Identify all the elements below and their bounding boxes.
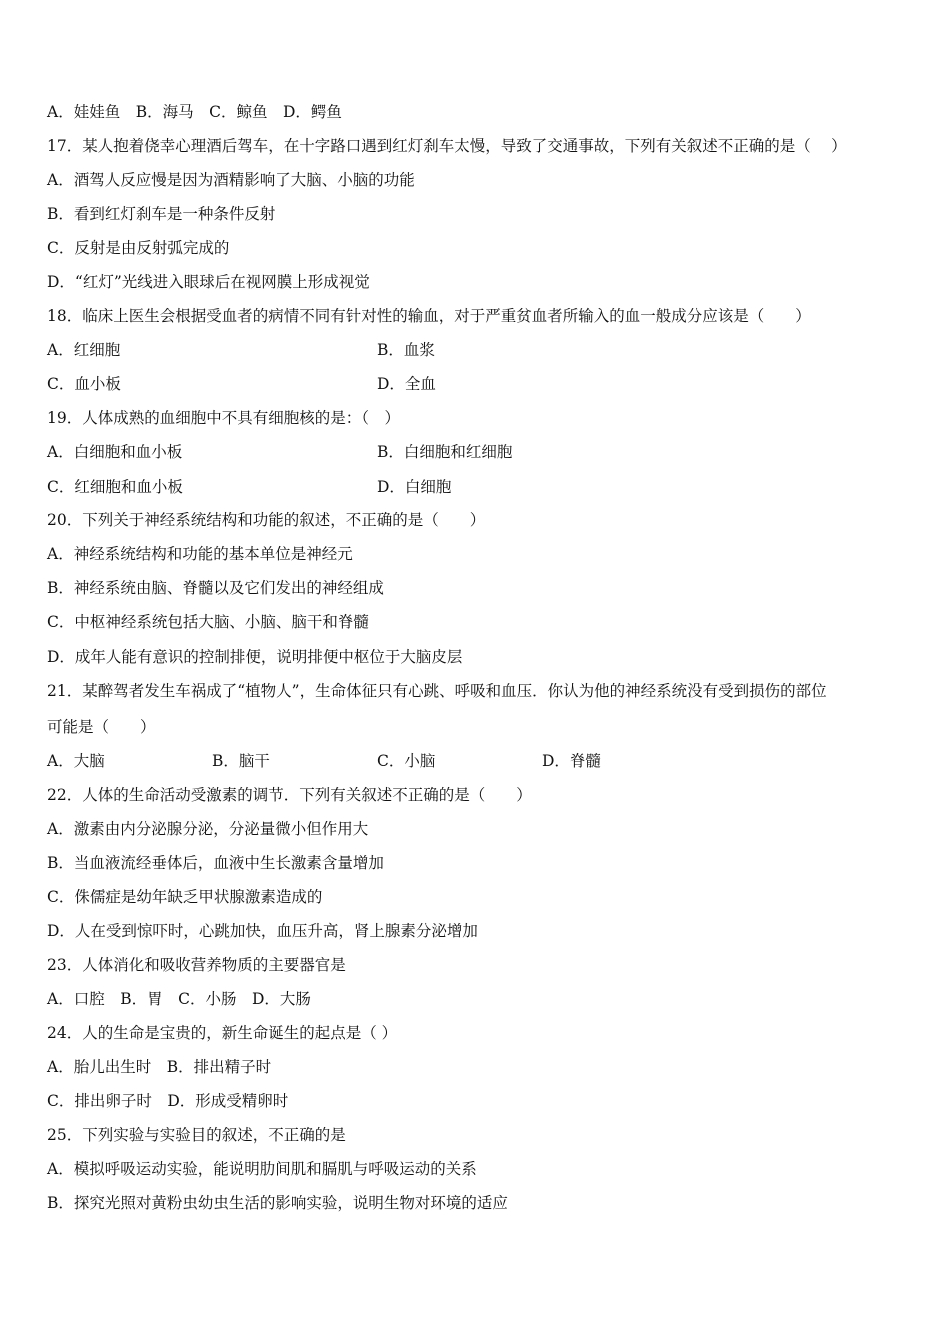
- q18-option-b: B．血浆: [377, 341, 435, 359]
- q19-option-c: C．红细胞和血小板: [47, 478, 183, 496]
- q20-option-c: C．中枢神经系统包括大脑、小脑、脑干和脊髓: [47, 613, 369, 631]
- q25-stem: 25．下列实验与实验目的叙述，不正确的是: [47, 1126, 346, 1144]
- q20-stem: 20．下列关于神经系统结构和功能的叙述，不正确的是（ ）: [47, 511, 486, 529]
- q19-option-d: D．白细胞: [377, 478, 452, 496]
- q16-options: A．娃娃鱼 B．海马 C．鲸鱼 D．鳄鱼: [47, 103, 342, 121]
- q21-option-b: B．脑干: [212, 752, 270, 770]
- q22-option-b: B．当血液流经垂体后，血液中生长激素含量增加: [47, 854, 384, 872]
- q23-options: A．口腔 B．胃 C．小肠 D．大肠: [47, 990, 311, 1008]
- q17-option-b: B．看到红灯刹车是一种条件反射: [47, 205, 276, 223]
- q18-option-d: D．全血: [377, 375, 436, 393]
- q21-option-d: D．脊髓: [542, 752, 601, 770]
- q19-stem: 19．人体成熟的血细胞中不具有细胞核的是：（ ）: [47, 409, 400, 427]
- q17-stem: 17．某人抱着侥幸心理酒后驾车，在十字路口遇到红灯刹车太慢，导致了交通事故，下列有关叙述不正确的是（ ）: [47, 137, 847, 155]
- q21-stem: 21．某醉驾者发生车祸成了“植物人”，生命体征只有心跳、呼吸和血压．你认为他的神经系统没有受到损伤的部位: [47, 682, 827, 700]
- q20-option-b: B．神经系统由脑、脊髓以及它们发出的神经组成: [47, 579, 384, 597]
- q19-option-b: B．白细胞和红细胞: [377, 443, 513, 461]
- q21-option-a: A．大脑: [47, 752, 105, 770]
- q24-options-ab: A．胎儿出生时 B．排出精子时: [47, 1058, 272, 1076]
- q22-option-d: D．人在受到惊吓时，心跳加快，血压升高，肾上腺素分泌增加: [47, 922, 478, 940]
- q19-option-a: A．白细胞和血小板: [47, 443, 183, 461]
- q25-option-b: B．探究光照对黄粉虫幼虫生活的影响实验，说明生物对环境的适应: [47, 1194, 508, 1212]
- q18-stem: 18．临床上医生会根据受血者的病情不同有针对性的输血，对于严重贫血者所输入的血一般成分应该是（ ）: [47, 307, 811, 325]
- q18-option-a: A．红细胞: [47, 341, 121, 359]
- q22-stem: 22．人体的生命活动受激素的调节．下列有关叙述不正确的是（ ）: [47, 786, 532, 804]
- q22-option-a: A．激素由内分泌腺分泌，分泌量微小但作用大: [47, 820, 369, 838]
- q21-stem-cont: 可能是（ ）: [47, 718, 156, 736]
- q17-option-c: C．反射是由反射弧完成的: [47, 239, 230, 257]
- q24-stem: 24．人的生命是宝贵的，新生命诞生的起点是（ ）: [47, 1024, 398, 1042]
- q18-option-c: C．血小板: [47, 375, 121, 393]
- q23-stem: 23．人体消化和吸收营养物质的主要器官是: [47, 956, 346, 974]
- q20-option-d: D．成年人能有意识的控制排便，说明排便中枢位于大脑皮层: [47, 648, 463, 666]
- q24-options-cd: C．排出卵子时 D．形成受精卵时: [47, 1092, 289, 1110]
- q22-option-c: C．侏儒症是幼年缺乏甲状腺激素造成的: [47, 888, 323, 906]
- q21-option-c: C．小脑: [377, 752, 436, 770]
- q25-option-a: A．模拟呼吸运动实验，能说明肋间肌和膈肌与呼吸运动的关系: [47, 1160, 477, 1178]
- q17-option-d: D．“红灯”光线进入眼球后在视网膜上形成视觉: [47, 273, 370, 291]
- q17-option-a: A．酒驾人反应慢是因为酒精影响了大脑、小脑的功能: [47, 171, 415, 189]
- q20-option-a: A．神经系统结构和功能的基本单位是神经元: [47, 545, 353, 563]
